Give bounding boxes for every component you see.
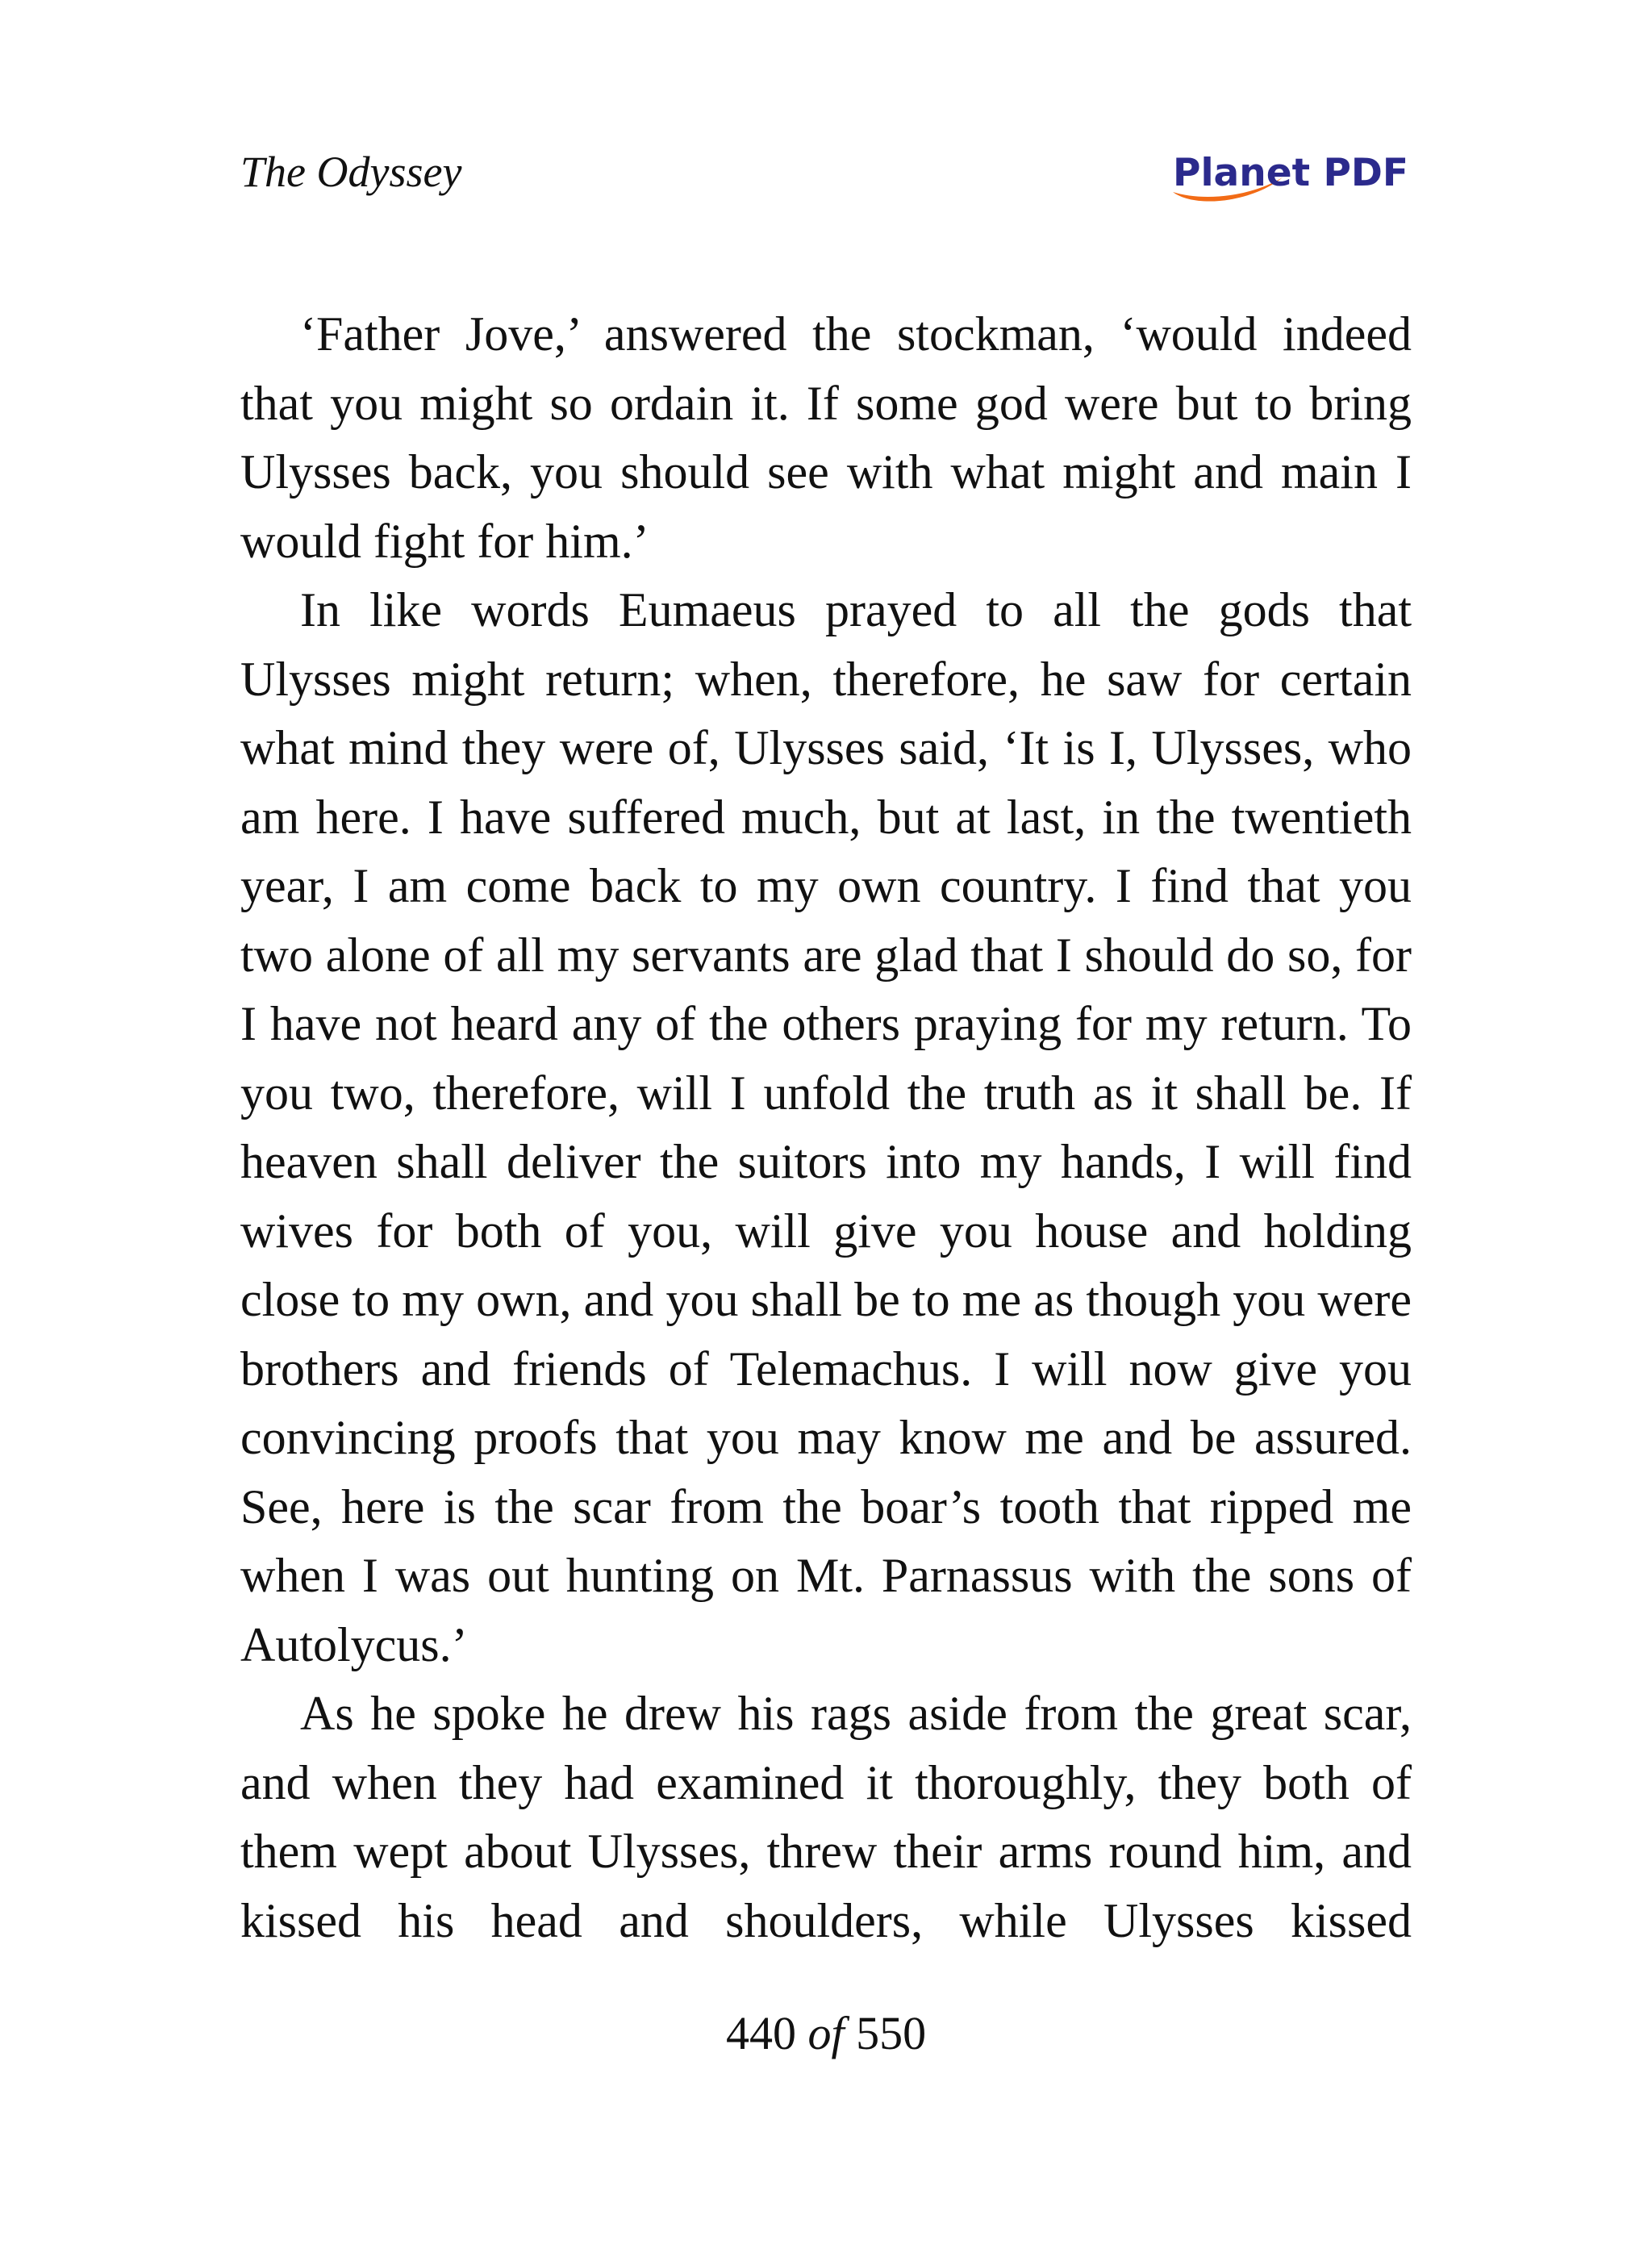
page-header [240,145,1412,210]
current-page-number: 440 [725,2007,796,2059]
paragraph-2: In like words Eumaeus prayed to all the gods that Ulysses might return; when, therefore, he saw for certain what mind they were of, Ulysses said, ‘It is I, Ulysses, who am here. I have suffered much, but at last, in the twentieth year, I am come back to my own country. I find that you two alone of all my servants are glad that I should do so, for I have not heard any of the others praying for my return. To you two, therefore, will I unfold the truth as it shall be. If heaven shall deliver the suitors into my hands, I will find wives for both of you, will give you house and holding close to my own, and you shall be to me as though you were brothers and friends of Telemachus. I will now give you convincing proofs that you may know me and be assured. See, here is the scar from the boar’s tooth that ripped me when I was out hunting on Mt. Parnassus with the sons of Autolycus.’ [240,583,1412,1671]
planet-pdf-logo [1162,145,1412,210]
page-of-label: of [807,2007,845,2059]
paragraph-3: As he spoke he drew his rags aside from the great scar, and when they had examined it thoroughly, they both of them wept about Ulysses, threw their arms round him, and kissed his head and shoulders, while Ulysses kissed [240,1687,1412,1947]
planet-pdf-logo-text: Planet PDF [1173,151,1409,195]
planet-pdf-logo-graphic [1162,145,1412,210]
total-page-count: 550 [856,2007,927,2059]
page-number [0,2007,1652,2059]
paragraph-1: ‘Father Jove,’ answered the stockman, ‘would indeed that you might so ordain it. If some god were but to bring Ulysses back, you should see with what might and main I would fight for him.’ [240,307,1412,568]
body-text [240,300,1412,1955]
book-title: The Odyssey [240,148,462,196]
